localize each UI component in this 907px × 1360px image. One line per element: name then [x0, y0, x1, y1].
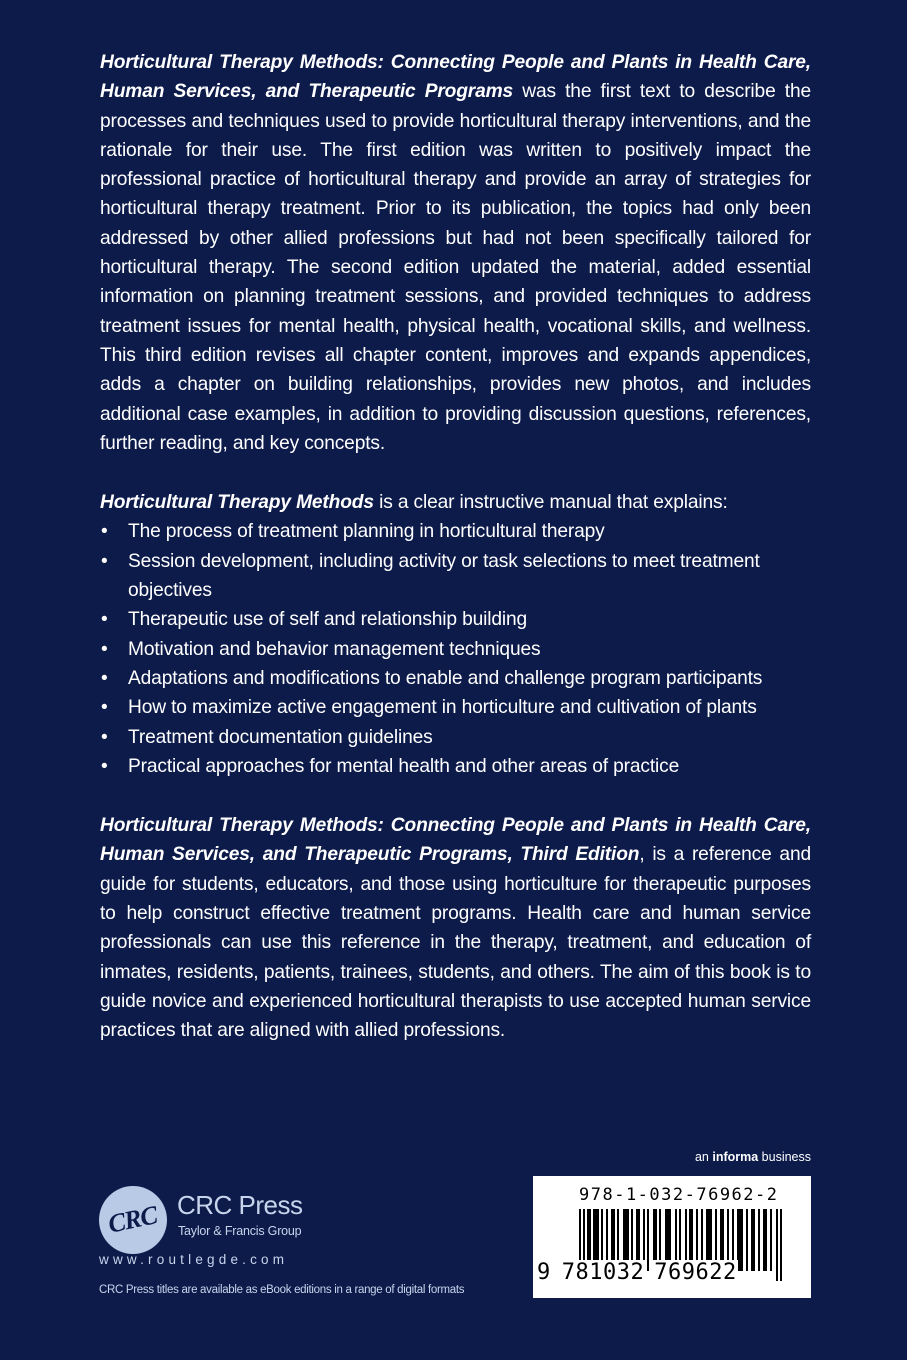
feature-text: The process of treatment planning in horticultural therapy [128, 521, 605, 543]
bullet-icon: • [101, 755, 108, 777]
bullet-icon: • [101, 667, 108, 689]
publisher-url: www.routlegde.com [99, 1252, 289, 1267]
bullet-icon: • [101, 726, 108, 748]
feature-text: Session development, including activity or task selections to meet treatment objectives [128, 550, 760, 602]
feature-item [100, 605, 768, 634]
feature-text: Therapeutic use of self and relationship building [128, 609, 528, 631]
book-title-full: Horticultural Therapy Methods: Connecting People and Plants in Health Care, Human Services, and Therapeutic Programs, Third Edition [100, 815, 811, 866]
informa-suffix: business [758, 1150, 811, 1164]
description-paragraph-1 [100, 48, 811, 458]
informa-prefix: an [694, 1150, 713, 1164]
crc-logo-text: CRC [105, 1200, 160, 1239]
isbn-hyphenated: 978-1-032-76962-2 [579, 1185, 779, 1205]
book-title-short: Horticultural Therapy Methods [100, 492, 374, 514]
feature-text: How to maximize active engagement in horticulture and cultivation of plants [128, 697, 757, 719]
feature-item [100, 664, 768, 693]
publisher-block [99, 1186, 519, 1316]
feature-item [100, 752, 768, 781]
features-intro [100, 488, 811, 517]
feature-item [100, 723, 768, 752]
back-cover-text [100, 48, 811, 1046]
bullet-icon: • [101, 609, 108, 631]
feature-text: Treatment documentation guidelines [128, 726, 433, 748]
publisher-group: Taylor & Francis Group [178, 1224, 302, 1238]
isbn-barcode [533, 1176, 811, 1298]
isbn-digits [537, 1260, 738, 1285]
crc-logo-icon [99, 1186, 167, 1254]
publisher-name: CRC Press [177, 1190, 303, 1220]
informa-brand: informa [712, 1150, 759, 1164]
feature-item [100, 693, 768, 722]
bullet-icon: • [101, 697, 108, 719]
feature-text: Practical approaches for mental health and other areas of practice [128, 755, 680, 777]
isbn-group-1: 781032 [561, 1260, 645, 1285]
feature-item [100, 517, 768, 546]
informa-tagline [695, 1150, 811, 1164]
description-paragraph-2 [100, 811, 811, 1045]
bullet-icon: • [101, 638, 108, 660]
intro-body: is a clear instructive manual that explains: [373, 492, 728, 514]
ebook-note: CRC Press titles are available as eBook editions in a range of digital formats [99, 1284, 465, 1296]
isbn-lead-digit: 9 [537, 1260, 551, 1285]
feature-item [100, 635, 768, 664]
feature-item [100, 547, 768, 606]
feature-text: Motivation and behavior management techniques [128, 638, 541, 660]
bullet-icon: • [101, 550, 108, 572]
features-list [100, 517, 811, 781]
book-title: Horticultural Therapy Methods: Connecting People and Plants in Health Care, Human Services, and Therapeutic Programs [100, 52, 811, 103]
isbn-group-2: 769622 [654, 1260, 737, 1285]
feature-text: Adaptations and modifications to enable and challenge program participants [128, 667, 763, 689]
paragraph-body: , is a reference and guide for students, educators, and those using horticulture for therapeutic purposes to help construct effective treatment programs. Health care and human service professionals can use this reference in the therapy, treatment, and education of inmates, residents, patients, trainees, students, and others. The aim of this book is to guide novice and experienced horticultural therapists to use accepted human service practices that are aligned with allied professions. [100, 844, 811, 1042]
bullet-icon: • [101, 521, 108, 543]
paragraph-body: was the first text to describe the processes and techniques used to provide horticultural therapy interventions, and the rationale for their use. The first edition was written to positively impact the professional practice of horticultural therapy and provide an array of strategies for horticultural therapy treatment. Prior to its publication, the topics had only been addressed by other allied professions but had not been specifically tailored for horticultural therapy. The second edition updated the material, added essential information on planning treatment sessions, and provided techniques to address treatment issues for mental health, physical health, vocational skills, and wellness. This third edition revises all chapter content, improves and expands appendices, adds a chapter on building relationships, provides new photos, and includes additional case examples, in addition to providing discussion questions, references, further reading, and key concepts. [100, 81, 811, 454]
